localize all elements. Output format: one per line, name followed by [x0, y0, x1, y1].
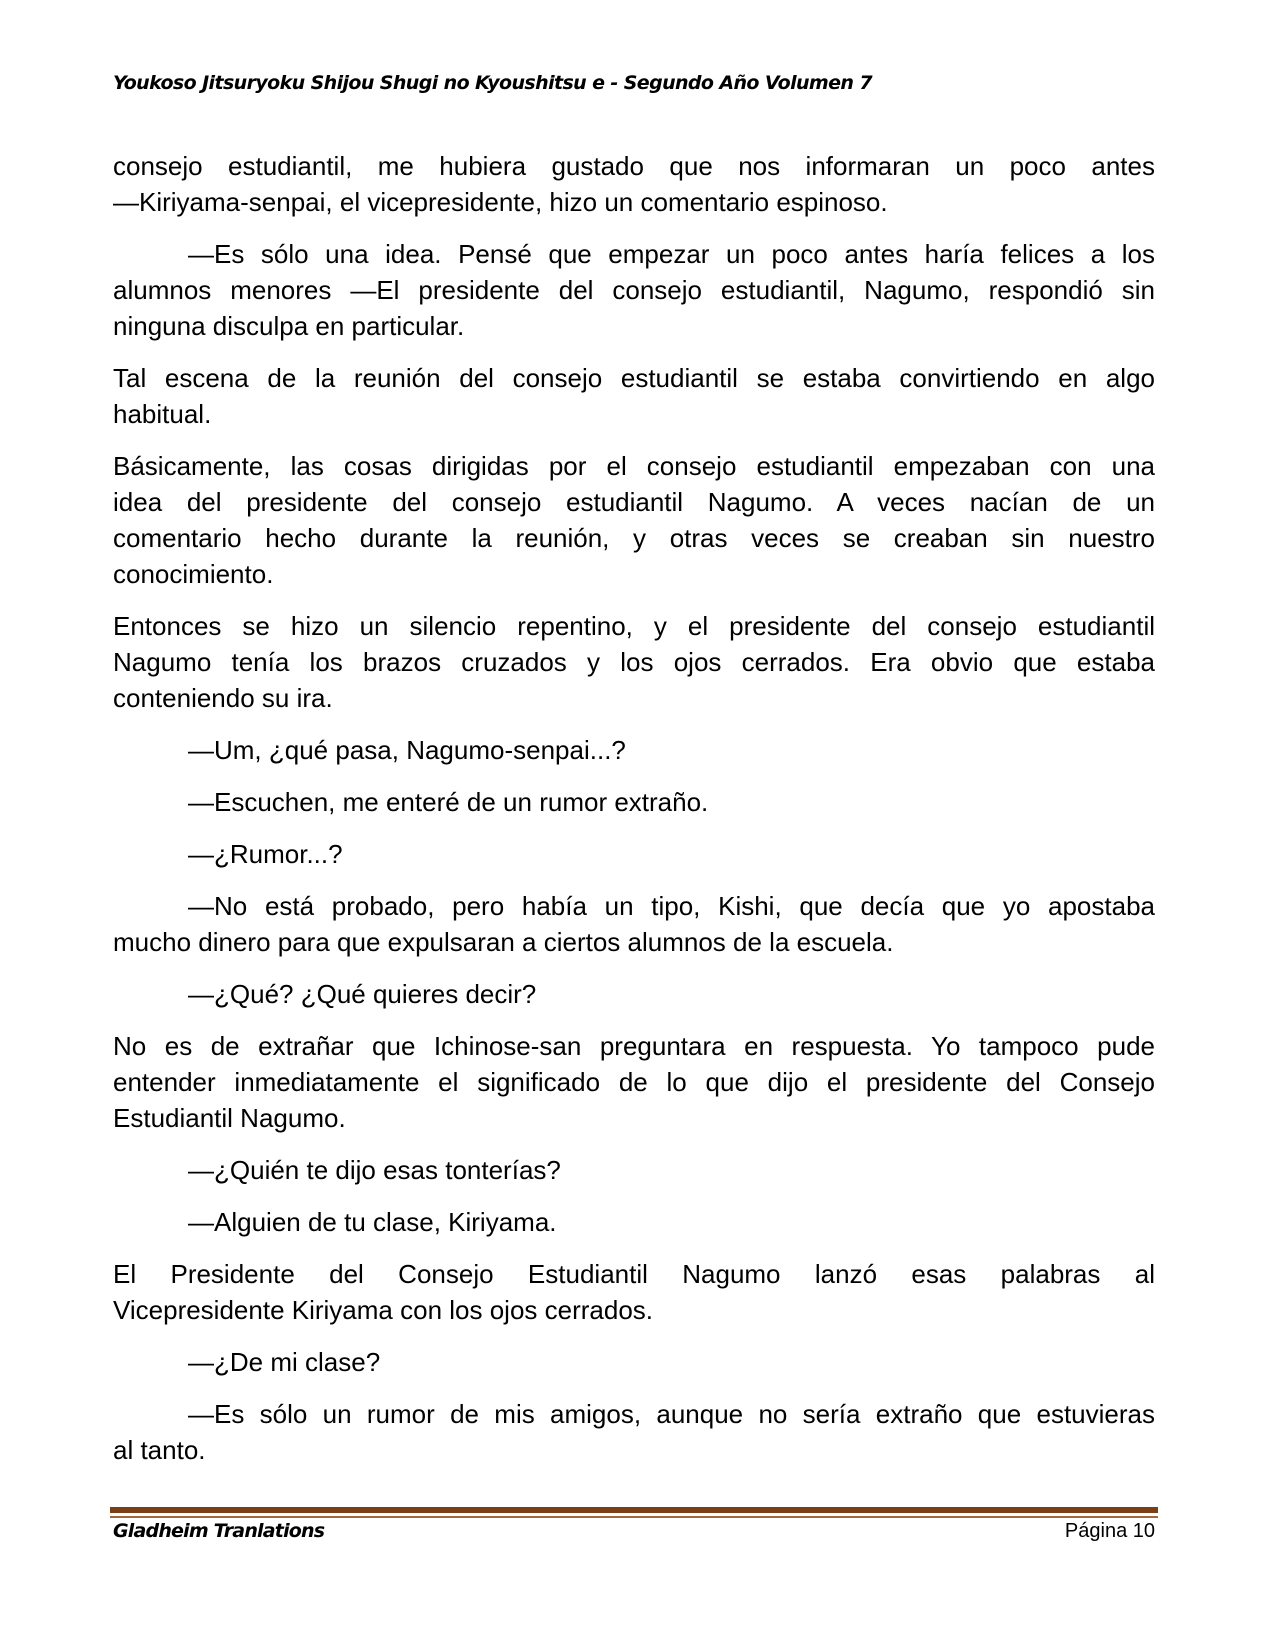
paragraph: [113, 236, 1155, 344]
text-line: Vicepresidente Kiriyama con los ojos cerrados.: [113, 1295, 654, 1325]
text-line: No es de extrañar que Ichinose-san preguntara en respuesta. Yo tampoco pude: [113, 1031, 1155, 1061]
text-line: —No está probado, pero había un tipo, Kishi, que decía que yo apostaba: [188, 891, 1155, 921]
text-line: —Kiriyama-senpai, el vicepresidente, hizo un comentario espinoso.: [113, 187, 888, 217]
paragraph: [113, 360, 1155, 432]
paragraph: [113, 608, 1155, 716]
text-line: Básicamente, las cosas dirigidas por el consejo estudiantil empezaban con una: [113, 451, 1155, 481]
text-line: Tal escena de la reunión del consejo estudiantil se estaba convirtiendo en algo: [113, 363, 1155, 393]
footer-publisher: Gladheim Tranlations: [113, 1520, 325, 1542]
text-line: conocimiento.: [113, 559, 274, 589]
text-line: idea del presidente del consejo estudiantil Nagumo. A veces nacían de un: [113, 487, 1155, 517]
text-line: —Es sólo una idea. Pensé que empezar un poco antes haría felices a los: [188, 239, 1155, 269]
text-line: El Presidente del Consejo Estudiantil Nagumo lanzó esas palabras al: [113, 1259, 1155, 1289]
paragraph: [113, 448, 1155, 592]
text-line: al tanto.: [113, 1435, 206, 1465]
text-line: entender inmediatamente el significado de lo que dijo el presidente del Consejo: [113, 1067, 1155, 1097]
text-line: ninguna disculpa en particular.: [113, 311, 465, 341]
paragraph: [113, 1396, 1155, 1468]
paragraph: [113, 148, 1155, 220]
text-line: Estudiantil Nagumo.: [113, 1103, 346, 1133]
footer-divider-thin: [110, 1516, 1158, 1518]
paragraph: [113, 1152, 1155, 1188]
footer-divider: [110, 1507, 1158, 1513]
text-line: —¿Quién te dijo esas tonterías?: [188, 1155, 561, 1185]
document-body: [113, 148, 1155, 1484]
text-line: comentario hecho durante la reunión, y otras veces se creaban sin nuestro: [113, 523, 1155, 553]
page-number: Página 10: [1064, 1520, 1155, 1542]
text-line: consejo estudiantil, me hubiera gustado que nos informaran un poco antes: [113, 151, 1155, 181]
paragraph: [113, 1204, 1155, 1240]
text-line: —Um, ¿qué pasa, Nagumo-senpai...?: [188, 735, 626, 765]
text-line: Entonces se hizo un silencio repentino, y el presidente del consejo estudiantil: [113, 611, 1155, 641]
text-line: —Es sólo un rumor de mis amigos, aunque no sería extraño que estuvieras: [188, 1399, 1155, 1429]
text-line: conteniendo su ira.: [113, 683, 333, 713]
text-line: habitual.: [113, 399, 212, 429]
paragraph: [113, 732, 1155, 768]
text-line: mucho dinero para que expulsaran a ciertos alumnos de la escuela.: [113, 927, 894, 957]
running-header: Youkoso Jitsuryoku Shijou Shugi no Kyoushitsu e - Segundo Año Volumen 7: [113, 72, 872, 94]
paragraph: [113, 836, 1155, 872]
paragraph: [113, 976, 1155, 1012]
text-line: —¿Qué? ¿Qué quieres decir?: [188, 979, 537, 1009]
text-line: Nagumo tenía los brazos cruzados y los ojos cerrados. Era obvio que estaba: [113, 647, 1155, 677]
text-line: —¿Rumor...?: [188, 839, 343, 869]
text-line: —Alguien de tu clase, Kiriyama.: [188, 1207, 557, 1237]
text-line: —Escuchen, me enteré de un rumor extraño.: [188, 787, 709, 817]
text-line: alumnos menores —El presidente del consejo estudiantil, Nagumo, respondió sin: [113, 275, 1155, 305]
paragraph: [113, 784, 1155, 820]
paragraph: [113, 888, 1155, 960]
paragraph: [113, 1028, 1155, 1136]
text-line: —¿De mi clase?: [188, 1347, 381, 1377]
paragraph: [113, 1344, 1155, 1380]
paragraph: [113, 1256, 1155, 1328]
